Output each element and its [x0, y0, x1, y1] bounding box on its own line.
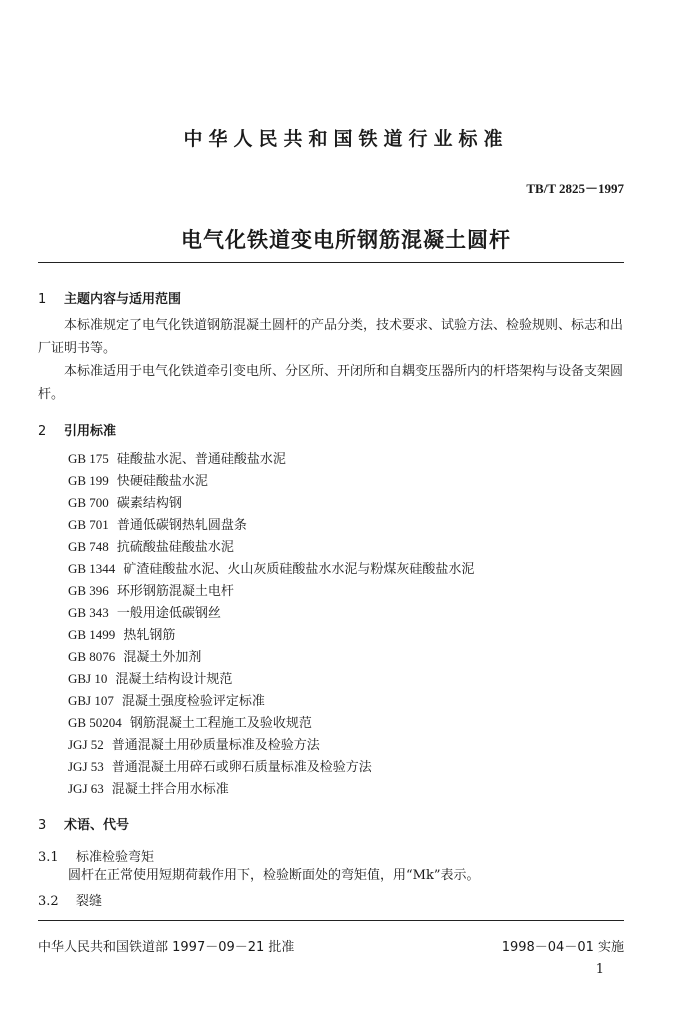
- standard-ref-name: 环形钢筋混凝土电杆: [116, 584, 234, 599]
- standard-ref-code: JGJ 53: [68, 759, 104, 774]
- list-item: [68, 712, 474, 734]
- subsection-title: 裂缝: [76, 894, 103, 909]
- subsection-3-1: [38, 846, 154, 865]
- industry-standard-heading: 中华人民共和国铁道行业标准: [183, 128, 509, 150]
- list-item: [68, 646, 474, 668]
- standard-ref-name: 普通低碳钢热轧圆盘条: [116, 518, 247, 533]
- standard-ref-code: GB 1344: [68, 561, 116, 576]
- subsection-number: 3.1: [38, 850, 59, 865]
- standard-ref-name: 混凝土强度检验评定标准: [121, 694, 265, 709]
- standard-ref-code: GB 199: [68, 473, 109, 488]
- section-title: 引用标准: [64, 424, 117, 439]
- standard-ref-code: JGJ 52: [68, 737, 104, 752]
- standard-ref-name: 抗硫酸盐硅酸盐水泥: [116, 540, 234, 555]
- section-number: 3: [38, 818, 47, 833]
- standard-ref-name: 硅酸盐水泥、普通硅酸盐水泥: [116, 452, 286, 467]
- standard-ref-name: 热轧钢筋: [123, 628, 176, 643]
- subsection-3-1-text: 圆杆在正常使用短期荷载作用下，检验断面处的弯矩值，用“Mk”表示。: [68, 868, 480, 883]
- standard-ref-code: GB 700: [68, 495, 109, 510]
- subsection-title: 标准检验弯矩: [76, 850, 155, 865]
- standard-ref-name: 普通混凝土用碎石或卵石质量标准及检验方法: [111, 760, 372, 775]
- subsection-number: 3.2: [38, 894, 59, 909]
- section-1-paragraph-1: 本标准规定了电气化铁道钢筋混凝土圆杆的产品分类，技术要求、试验方法、检验规则、标志和出厂证明书等。: [38, 318, 624, 356]
- standard-ref-code: GBJ 10: [68, 671, 108, 686]
- section-title: 术语、代号: [64, 818, 130, 833]
- list-item: [68, 514, 474, 536]
- list-item: [68, 448, 474, 470]
- list-item: [68, 558, 474, 580]
- standard-ref-name: 碳素结构钢: [116, 496, 182, 511]
- list-item: [68, 756, 474, 778]
- standard-ref-code: GB 701: [68, 517, 109, 532]
- standard-ref-code: GB 8076: [68, 649, 116, 664]
- standard-ref-code: GB 748: [68, 539, 109, 554]
- standard-ref-code: JGJ 63: [68, 781, 104, 796]
- standard-ref-code: GB 396: [68, 583, 109, 598]
- standard-ref-code: GB 175: [68, 451, 109, 466]
- standard-ref-name: 矿渣硅酸盐水泥、火山灰质硅酸盐水水泥与粉煤灰硅酸盐水泥: [123, 562, 475, 577]
- list-item: [68, 668, 474, 690]
- standard-ref-code: GB 50204: [68, 715, 122, 730]
- document-title: 电气化铁道变电所钢筋混凝土圆杆: [181, 228, 511, 252]
- list-item: [68, 690, 474, 712]
- subsection-3-2: [38, 890, 102, 909]
- list-item: [68, 470, 474, 492]
- list-item: [68, 734, 474, 756]
- standard-ref-code: GB 1499: [68, 627, 116, 642]
- standard-ref-name: 混凝土结构设计规范: [115, 672, 233, 687]
- section-1-heading: [38, 288, 181, 307]
- approval-line: 中华人民共和国铁道部 1997－09－21 批准: [38, 940, 295, 955]
- standard-ref-name: 快硬硅酸盐水泥: [116, 474, 208, 489]
- standard-ref-name: 混凝土外加剂: [123, 650, 202, 665]
- section-3-heading: [38, 814, 129, 833]
- referenced-standards-list: [68, 448, 474, 800]
- standard-ref-name: 普通混凝土用砂质量标准及检验方法: [111, 738, 320, 753]
- section-2-heading: [38, 420, 116, 439]
- list-item: [68, 492, 474, 514]
- list-item: [68, 624, 474, 646]
- standard-ref-name: 钢筋混凝土工程施工及验收规范: [129, 716, 312, 731]
- list-item: [68, 536, 474, 558]
- list-item: [68, 602, 474, 624]
- standard-ref-code: GB 343: [68, 605, 109, 620]
- list-item: [68, 580, 474, 602]
- footer-divider: [38, 920, 624, 921]
- section-number: 2: [38, 424, 47, 439]
- standard-code: TB/T 2825－1997: [526, 181, 624, 196]
- standard-ref-name: 混凝土拌合用水标准: [111, 782, 229, 797]
- standard-ref-name: 一般用途低碳钢丝: [116, 606, 221, 621]
- title-divider: [38, 262, 624, 263]
- section-1-paragraph-2: 本标准适用于电气化铁道牵引变电所、分区所、开闭所和自耦变压器所内的杆塔架构与设备支架圆杆。: [38, 364, 624, 402]
- list-item: [68, 778, 474, 800]
- implementation-date: 1998－04－01 实施: [501, 940, 624, 955]
- page-number: 1: [595, 962, 604, 977]
- standard-ref-code: GBJ 107: [68, 693, 114, 708]
- section-number: 1: [38, 292, 47, 307]
- section-title: 主题内容与适用范围: [64, 292, 182, 307]
